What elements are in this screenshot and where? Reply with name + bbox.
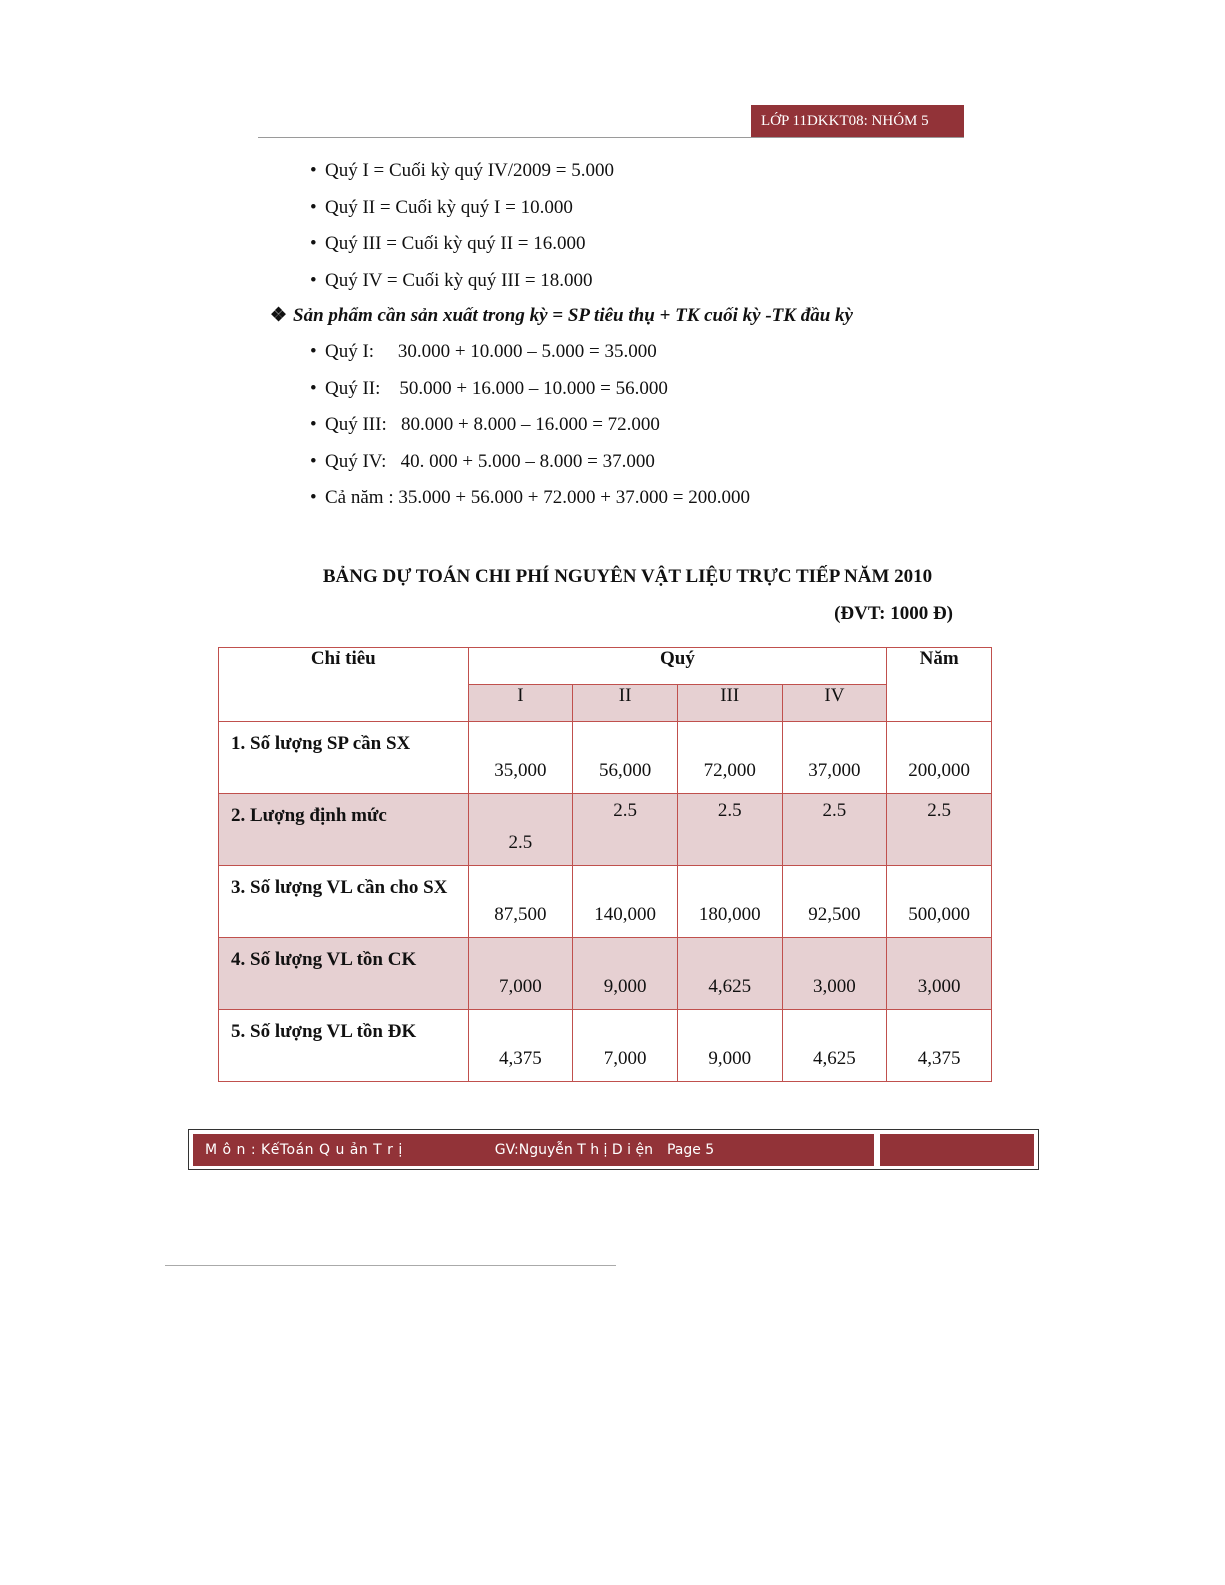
table-cell: 4,375 <box>887 1010 992 1082</box>
table-cell: 87,500 <box>468 866 573 938</box>
bullet-icon: • <box>310 160 317 181</box>
table-cell: 9,000 <box>573 938 678 1010</box>
row-label: 2. Lượng định mức <box>219 794 469 866</box>
bullet-icon: • <box>310 378 317 399</box>
row-label: 3. Số lượng VL cần cho SX <box>219 866 469 938</box>
list-item: • Quý IV: 40. 000 + 5.000 – 8.000 = 37.000 <box>310 451 655 472</box>
table-cell: 3,000 <box>887 938 992 1010</box>
row-label: 1. Số lượng SP cần SX <box>219 722 469 794</box>
bullet-icon: • <box>310 451 317 472</box>
header-quarter-3: III <box>677 685 782 722</box>
table-cell: 2.5 <box>573 794 678 866</box>
table-cell: 56,000 <box>573 722 678 794</box>
table-cell: 2.5 <box>887 794 992 866</box>
bullet-icon: • <box>310 487 317 508</box>
table-cell: 3,000 <box>782 938 887 1010</box>
table-cell: 180,000 <box>677 866 782 938</box>
list-item: • Quý III = Cuối kỳ quý II = 16.000 <box>310 233 586 254</box>
table-row <box>219 1010 992 1082</box>
table-cell: 140,000 <box>573 866 678 938</box>
table-cell: 92,500 <box>782 866 887 938</box>
bullet-icon: • <box>310 233 317 254</box>
list-item: • Quý IV = Cuối kỳ quý III = 18.000 <box>310 270 593 291</box>
footnote-divider <box>165 1265 616 1266</box>
table-unit: (ĐVT: 1000 Đ) <box>834 603 953 624</box>
table-cell: 37,000 <box>782 722 887 794</box>
formula-text: Sản phẩm cần sản xuất trong kỳ = SP tiêu thụ + TK cuối kỳ -TK đầu kỳ <box>293 305 853 326</box>
table-header-row <box>219 648 992 685</box>
table-cell: 7,000 <box>468 938 573 1010</box>
list-item: • Quý II: 50.000 + 16.000 – 10.000 = 56.000 <box>310 378 668 399</box>
header-quarter: Quý <box>468 648 887 685</box>
bullet-icon: • <box>310 341 317 362</box>
bullet-icon: • <box>310 197 317 218</box>
header-divider <box>258 137 964 138</box>
list-item: • Quý III: 80.000 + 8.000 – 16.000 = 72.000 <box>310 414 660 435</box>
list-item: • Quý II = Cuối kỳ quý I = 10.000 <box>310 197 573 218</box>
table-cell: 7,000 <box>573 1010 678 1082</box>
footer-teacher: GV:Nguyễn T h ị D i ện <box>494 1142 653 1158</box>
diamond-bullet-icon: ❖ <box>270 305 288 326</box>
table-row <box>219 722 992 794</box>
header-quarter-4: IV <box>782 685 887 722</box>
header-badge-text: LỚP 11DKKT08: NHÓM 5 <box>761 113 929 129</box>
table-cell: 4,375 <box>468 1010 573 1082</box>
header-quarter-1: I <box>468 685 573 722</box>
header-quarter-2: II <box>573 685 678 722</box>
table-cell: 9,000 <box>677 1010 782 1082</box>
footer-subject: M ô n : KếToán Q u ản T r ị <box>205 1142 403 1158</box>
row-label: 4. Số lượng VL tồn CK <box>219 938 469 1010</box>
formula-heading <box>270 304 853 327</box>
bullet-icon: • <box>310 270 317 291</box>
footer-page-number: Page 5 <box>666 1142 715 1158</box>
table-cell: 2.5 <box>782 794 887 866</box>
table-row <box>219 794 992 866</box>
list-item: • Quý I = Cuối kỳ quý IV/2009 = 5.000 <box>310 160 615 181</box>
table-cell: 200,000 <box>887 722 992 794</box>
table-cell: 500,000 <box>887 866 992 938</box>
table-row <box>219 866 992 938</box>
list-item: • Quý I: 30.000 + 10.000 – 5.000 = 35.000 <box>310 341 657 362</box>
footer-bar <box>193 1134 874 1166</box>
budget-table <box>218 647 992 1082</box>
row-label: 5. Số lượng VL tồn ĐK <box>219 1010 469 1082</box>
header-indicator: Chỉ tiêu <box>219 648 469 722</box>
footer-side-block <box>880 1134 1034 1166</box>
table-row <box>219 938 992 1010</box>
list-item: • Cả năm : 35.000 + 56.000 + 72.000 + 37.000 = 200.000 <box>310 487 750 508</box>
table-cell: 4,625 <box>782 1010 887 1082</box>
table-cell: 72,000 <box>677 722 782 794</box>
table-title: BẢNG DỰ TOÁN CHI PHÍ NGUYÊN VẬT LIỆU TRỰC TIẾP NĂM 2010 <box>322 566 933 587</box>
bullet-icon: • <box>310 414 317 435</box>
table-cell: 2.5 <box>468 794 573 866</box>
table-cell: 4,625 <box>677 938 782 1010</box>
table-cell: 35,000 <box>468 722 573 794</box>
header-badge <box>751 105 964 138</box>
table-cell: 2.5 <box>677 794 782 866</box>
header-year: Năm <box>887 648 992 722</box>
